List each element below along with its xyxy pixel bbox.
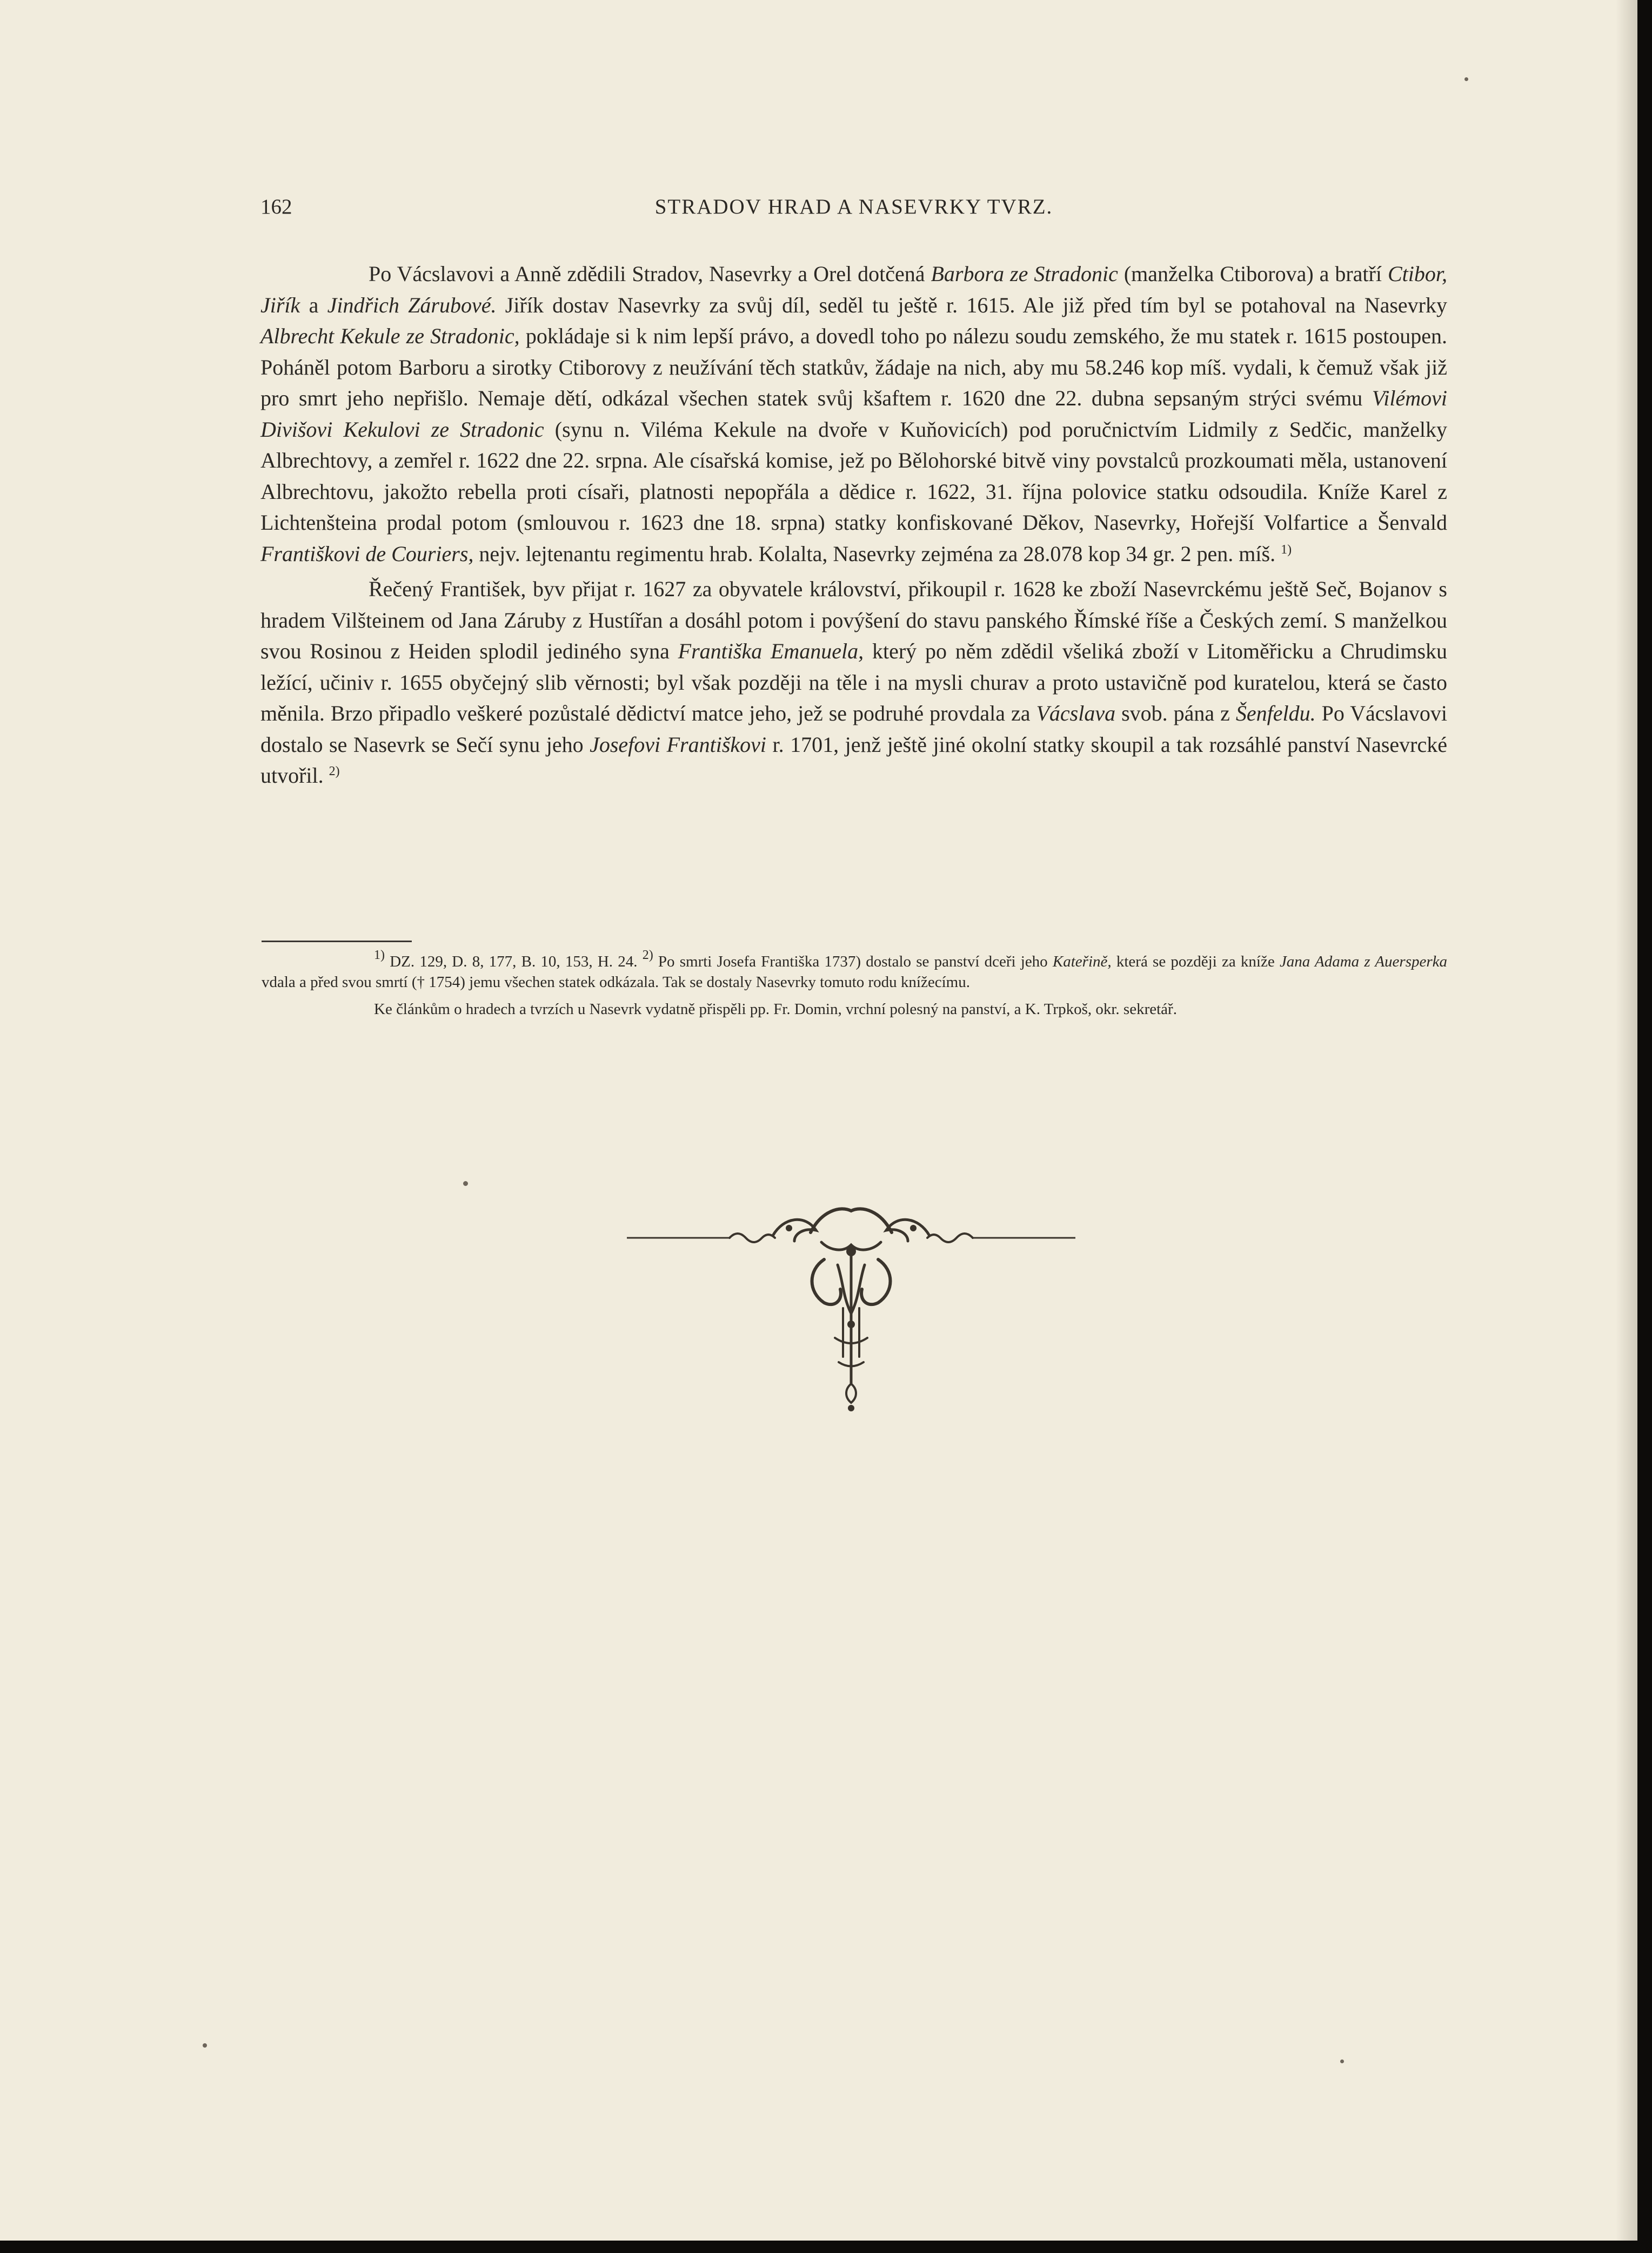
text-segment: Řečený František, byv přijat r. 1627 za obyvatele království, přikoupil r. 1628 ke zboží Nasevrckému ještě Seč, Bojanov s hradem Vilšteinem od Jana Záruby z Hustířan a dosáhl potom i povýšení do stavu panského Římské říše a Českých zemí. S manželkou svou Rosinou z Heiden splodil jediného syna bbox=[260, 577, 1447, 663]
page-number: 162 bbox=[260, 195, 292, 218]
tailpiece-ornament-icon bbox=[627, 1200, 1075, 1416]
footnote-text: DZ. 129, D. 8, 177, B. 10, 153, H. 24. bbox=[385, 953, 643, 970]
italic-name: Jana Adama z Auersperka bbox=[1279, 953, 1448, 970]
italic-name: Františkovi de Couriers, bbox=[260, 541, 474, 566]
text-segment: r. 1701, jenž ještě jiné okolní statky skoupil a tak rozsáhlé panství Nasevrcké utvořil. bbox=[260, 732, 1447, 788]
footnote-text: která se později za kníže bbox=[1111, 953, 1280, 970]
acknowledgement-note: Ke článkům o hradech a tvrzích u Nasevrk vydatně přispěli pp. Fr. Domin, vrchní polesný na panství, a K. Trpkoš, okr. sekretář. bbox=[374, 1001, 1177, 1018]
italic-name: Vilémovi Divišovi Kekulovi ze Stradonic bbox=[260, 386, 1447, 442]
footnote-ref-2: 2) bbox=[329, 764, 340, 778]
text-segment: Po Vácslavovi dostalo se Nasevrk se Sečí synu jeho bbox=[260, 701, 1448, 757]
paragraph-1 bbox=[260, 258, 1447, 569]
text-segment: který po něm zdědil všeliká zboží v Litoměřicku a Chrudimsku ležící, učiniv r. 1655 obyčejný slib věrnosti; byl však později na těle i na mysli churav a proto ustavičně pod kuratelou, která se často měnila. Brzo připadlo veškeré pozůstalé dědictví matce jeho, jež se podruhé provdala za bbox=[260, 639, 1448, 725]
text-segment: Jiřík dostav Nasevrky za svůj díl, seděl tu ještě r. 1615. Ale již před tím byl se potahoval na Nasevrky bbox=[496, 292, 1447, 317]
text-segment: svob. pána z bbox=[1115, 701, 1236, 725]
text-segment: (manželka Ctiborova) a bratří bbox=[1118, 262, 1388, 286]
text-segment: pokládaje si k nim lepší právo, a dovedl toho po nálezu soudu zemského, že mu statek r. 1615 postoupen. Poháněl potom Barboru a sirotky Ctiborovy z neužívání těch statkův, žádaje na nich, aby mu 58.246 kop míš. vydali, k čemuž však již pro smrt jeho nepřišlo. Nemaje dětí, odkázal všechen statek svůj kšaftem r. 1620 dne 22. dubna sepsaným strýci svému bbox=[260, 324, 1448, 410]
italic-name: Vácslava bbox=[1036, 701, 1116, 725]
page-header bbox=[260, 195, 1447, 227]
footnote-mark-1: 1) bbox=[374, 948, 385, 962]
paragraph-2 bbox=[260, 574, 1447, 791]
footnote-mark-2: 2) bbox=[642, 948, 653, 962]
paper-speck bbox=[1340, 2059, 1344, 2063]
italic-name: Kateřině, bbox=[1052, 953, 1112, 970]
footnote-1-and-2 bbox=[262, 948, 1448, 992]
footnote-text: vdala a před svou smrtí († 1754) jemu všechen statek odkázala. Tak se dostaly Nasevrky tomuto rodu knížecímu. bbox=[262, 974, 970, 991]
italic-name: Barbora ze Stradonic bbox=[931, 262, 1118, 286]
paper-speck bbox=[1464, 77, 1468, 81]
page-edge-shadow bbox=[1616, 0, 1637, 2241]
footnotes bbox=[262, 948, 1448, 1019]
italic-name: Josefovi Františkovi bbox=[590, 732, 767, 757]
italic-name: Ctibor, Jiřík bbox=[260, 262, 1447, 317]
paper-speck bbox=[463, 1181, 468, 1186]
italic-name: Františka Emanuela, bbox=[678, 639, 864, 663]
footnote-ref-1: 1) bbox=[1281, 542, 1292, 557]
text-segment: a bbox=[300, 292, 327, 317]
running-title: STRADOV HRAD A NASEVRKY TVRZ. bbox=[654, 195, 1053, 218]
text-segment: (synu n. Viléma Kekule na dvoře v Kuňovicích) pod poručnictvím Lidmily z Sedčic, manželky Albrechtovy, a zemřel r. 1622 dne 22. srpna. Ale císařská komise, jež po Bělohorské bitvě viny povstalců prozkoumati měla, ustanovení Albrechtovu, jakožto rebella proti císaři, platnosti nepopřála a dědice r. 1622, 31. října polovice statku odsoudila. Kníže Karel z Lichtenšteina prodal potom (smlouvou r. 1623 dne 18. srpna) statky konfiskované Děkov, Nasevrky, Hořejší Volfartice a Šenvald bbox=[260, 417, 1447, 535]
italic-name: Jindřich Zárubové. bbox=[327, 292, 497, 317]
footnote-divider bbox=[262, 941, 412, 942]
paper-speck bbox=[203, 2043, 207, 2048]
main-text bbox=[260, 258, 1447, 791]
text-segment: Po Vácslavovi a Anně zdědili Stradov, Nasevrky a Orel dotčená bbox=[369, 262, 931, 286]
footnote-text: Po smrti Josefa Františka 1737) dostalo se panství dceři jeho bbox=[653, 953, 1053, 970]
italic-name: Albrecht Kekule ze Stradonic, bbox=[260, 324, 520, 348]
text-segment: nejv. lejtenantu regimentu hrab. Kolalta, Nasevrky zejména za 28.078 kop 34 gr. 2 pen. míš. bbox=[473, 541, 1281, 566]
italic-name: Šenfeldu. bbox=[1235, 701, 1316, 725]
